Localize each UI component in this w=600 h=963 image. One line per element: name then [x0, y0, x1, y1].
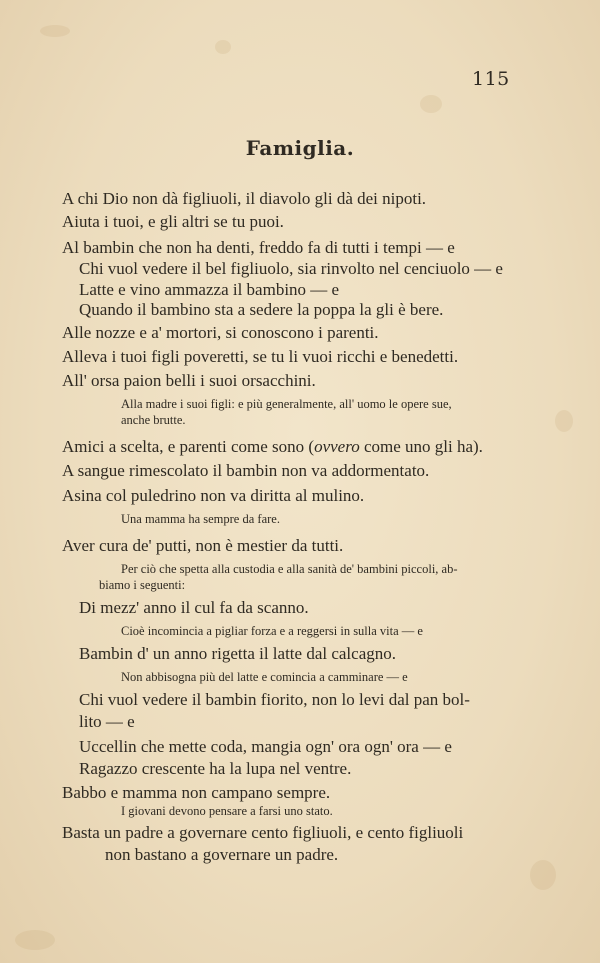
explanatory-note: Per ciò che spetta alla custodia e alla sanità de' bambini piccoli, ab- — [121, 562, 458, 576]
proverb-line: non bastano a governare un padre. — [105, 845, 339, 864]
proverb-line: Basta un padre a governare cento figliuoli, e cento figliuoli — [62, 823, 464, 842]
explanatory-note: Una mamma ha sempre da fare. — [121, 512, 280, 526]
paper-stain — [420, 95, 442, 113]
proverb-line: Di mezz' anno il cul fa da scanno. — [79, 598, 309, 617]
page-title: Famiglia. — [245, 136, 355, 160]
proverb-line: Bambin d' un anno rigetta il latte dal calcagno. — [79, 644, 396, 663]
proverb-line: A chi Dio non dà figliuoli, il diavolo gli dà dei nipoti. — [62, 189, 427, 208]
explanatory-note: biamo i seguenti: — [99, 578, 186, 592]
explanatory-note: Cioè incomincia a pigliar forza e a reggersi in sulla vita — e — [121, 624, 423, 638]
explanatory-note: anche brutte. — [121, 413, 186, 427]
proverb-line: Quando il bambino sta a sedere la poppa la gli è bere. — [79, 300, 444, 319]
proverb-line: Asina col puledrino non va diritta al mulino. — [62, 486, 365, 505]
proverb-line: lito — e — [79, 712, 135, 731]
proverb-line: Amici a scelta, e parenti come sono (ovvero come uno gli ha). — [62, 437, 483, 456]
proverb-line: Aiuta i tuoi, e gli altri se tu puoi. — [62, 212, 284, 231]
paper-stain — [530, 860, 556, 890]
proverb-line: All' orsa paion belli i suoi orsacchini. — [62, 371, 316, 390]
paper-stain — [215, 40, 231, 54]
paper-stain — [15, 930, 55, 950]
proverb-line: A sangue rimescolato il bambin non va addormentato. — [62, 461, 430, 480]
proverb-line: Babbo e mamma non campano sempre. — [62, 783, 331, 802]
italic-ovvero: ovvero — [314, 437, 360, 456]
paper-stain — [40, 25, 70, 37]
page-number: 115 — [472, 68, 510, 90]
paper-stain — [555, 410, 573, 432]
proverb-line: Uccellin che mette coda, mangia ogn' ora ogn' ora — e — [79, 737, 452, 756]
proverb-line: Aver cura de' putti, non è mestier da tutti. — [62, 536, 344, 555]
explanatory-note: Non abbisogna più del latte e comincia a camminare — e — [121, 670, 408, 684]
proverb-line: Latte e vino ammazza il bambino — e — [79, 280, 340, 299]
proverb-line: Chi vuol vedere il bel figliuolo, sia rinvolto nel cenciuolo — e — [79, 259, 503, 278]
proverb-line: Ragazzo crescente ha la lupa nel ventre. — [79, 759, 352, 778]
proverb-line: Chi vuol vedere il bambin fiorito, non lo levi dal pan bol- — [79, 690, 470, 709]
proverb-line: Alle nozze e a' mortori, si conoscono i parenti. — [62, 323, 379, 342]
proverb-line: Alleva i tuoi figli poveretti, se tu li vuoi ricchi e benedetti. — [62, 347, 459, 366]
explanatory-note: I giovani devono pensare a farsi uno stato. — [121, 804, 333, 818]
proverb-line: Al bambin che non ha denti, freddo fa di tutti i tempi — e — [62, 238, 455, 257]
explanatory-note: Alla madre i suoi figli: e più generalmente, all' uomo le opere sue, — [121, 397, 452, 411]
